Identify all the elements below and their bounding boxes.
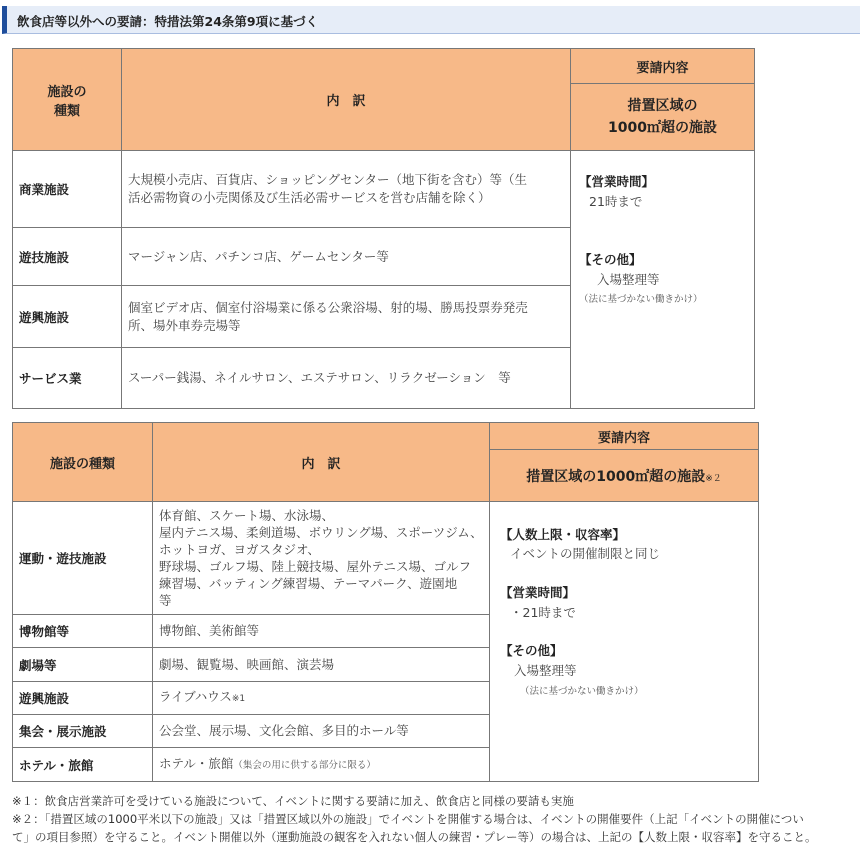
t1-header-detail: 内 訳 bbox=[122, 49, 571, 151]
t2-row-detail: ライブハウス※1 bbox=[153, 682, 490, 715]
t2-other: 入場整理等 bbox=[514, 663, 577, 678]
t2-row-detail: ホテル・旅館（集会の用に供する部分に限る） bbox=[153, 748, 490, 782]
t1-header-type: 施設の 種類 bbox=[13, 49, 122, 151]
t1-other-heading: 【その他】 bbox=[579, 252, 642, 267]
t1-row-type: サービス業 bbox=[13, 348, 122, 409]
t2-other-heading: 【その他】 bbox=[500, 643, 563, 658]
t1-row-type: 遊技施設 bbox=[13, 228, 122, 286]
t2-capacity-heading: 【人数上限・収容率】 bbox=[500, 527, 626, 542]
section-header bbox=[2, 6, 860, 34]
t1-row-detail: 個室ビデオ店、個室付浴場業に係る公衆浴場、射的場、勝馬投票券発売 所、場外車券売場等 bbox=[122, 286, 571, 348]
t2-capacity: イベントの開催制限と同じ bbox=[510, 546, 661, 561]
t2-row-detail: 公会堂、展示場、文化会館、多目的ホール等 bbox=[153, 715, 490, 748]
t2-hours-heading: 【営業時間】 bbox=[500, 585, 576, 600]
t2-row-detail: 劇場、観覧場、映画館、演芸場 bbox=[153, 648, 490, 682]
t2-header-area: 措置区域の1000㎡超の施設※２ bbox=[490, 450, 759, 502]
t1-row-type: 商業施設 bbox=[13, 151, 122, 228]
t1-hours: 21時まで bbox=[589, 194, 643, 209]
t1-row-type: 遊興施設 bbox=[13, 286, 122, 348]
t2-row-detail: 体育館、スケート場、水泳場、 屋内テニス場、柔剣道場、ボウリング場、スポーツジム、 ホットヨガ、ヨガスタジオ、 野球場、ゴルフ場、陸上競技場、屋外テニス場、ゴルフ 練習場、バッティング練習場、テーマパーク、遊園地 等 bbox=[153, 502, 490, 615]
t1-hours-heading: 【営業時間】 bbox=[579, 174, 655, 189]
t2-row-detail: 博物館、美術館等 bbox=[153, 615, 490, 648]
facility-table-2 bbox=[12, 422, 759, 782]
t1-row-detail: 大規模小売店、百貨店、ショッピングセンター（地下街を含む）等（生 活必需物資の小売関係及び生活必需サービスを営む店舗を除く） bbox=[122, 151, 571, 228]
t1-other: 入場整理等 bbox=[597, 272, 660, 287]
t2-header-request: 要請内容 bbox=[490, 423, 759, 450]
t2-header-type: 施設の種類 bbox=[13, 423, 153, 502]
t2-row-type: 運動・遊技施設 bbox=[13, 502, 153, 615]
section-title: 飲食店等以外への要請：特措法第24条第9項に基づく bbox=[17, 14, 319, 29]
t1-row-detail: スーパー銭湯、ネイルサロン、エステサロン、リラクゼーション 等 bbox=[122, 348, 571, 409]
t1-header-request: 要請内容 bbox=[571, 49, 755, 84]
t2-row-type: 遊興施設 bbox=[13, 682, 153, 715]
t1-row-detail: マージャン店、パチンコ店、ゲームセンター等 bbox=[122, 228, 571, 286]
t2-row-type: ホテル・旅館 bbox=[13, 748, 153, 782]
t2-row-type: 博物館等 bbox=[13, 615, 153, 648]
t1-header-area: 措置区域の 1000㎡超の施設 bbox=[571, 84, 755, 151]
t2-row-type: 集会・展示施設 bbox=[13, 715, 153, 748]
facility-table-1 bbox=[12, 48, 755, 409]
t2-row-type: 劇場等 bbox=[13, 648, 153, 682]
t2-other-note: （法に基づかない働きかけ） bbox=[520, 686, 644, 697]
t1-other-note: （法に基づかない働きかけ） bbox=[579, 294, 703, 305]
t2-request-content bbox=[490, 502, 759, 782]
footnote-2-cont: て」の項目参照）を守ること。イベント開催以外（運動施設の観客を入れない個人の練習・プレー等）の場合は、上記の【人数上限・収容率】を守ること。 bbox=[12, 830, 817, 844]
t2-header-detail: 内 訳 bbox=[153, 423, 490, 502]
footnote-2: ※２：「措置区域の1000平米以下の施設」又は「措置区域以外の施設」でイベントを開催する場合は、イベントの開催要件（上記「イベントの開催につい bbox=[12, 812, 804, 826]
t2-hours: ・21時まで bbox=[510, 605, 576, 620]
t1-request-content bbox=[571, 151, 755, 409]
footnote-1: ※１：飲食店営業許可を受けている施設について、イベントに関する要請に加え、飲食店と同様の要請も実施 bbox=[12, 794, 574, 808]
